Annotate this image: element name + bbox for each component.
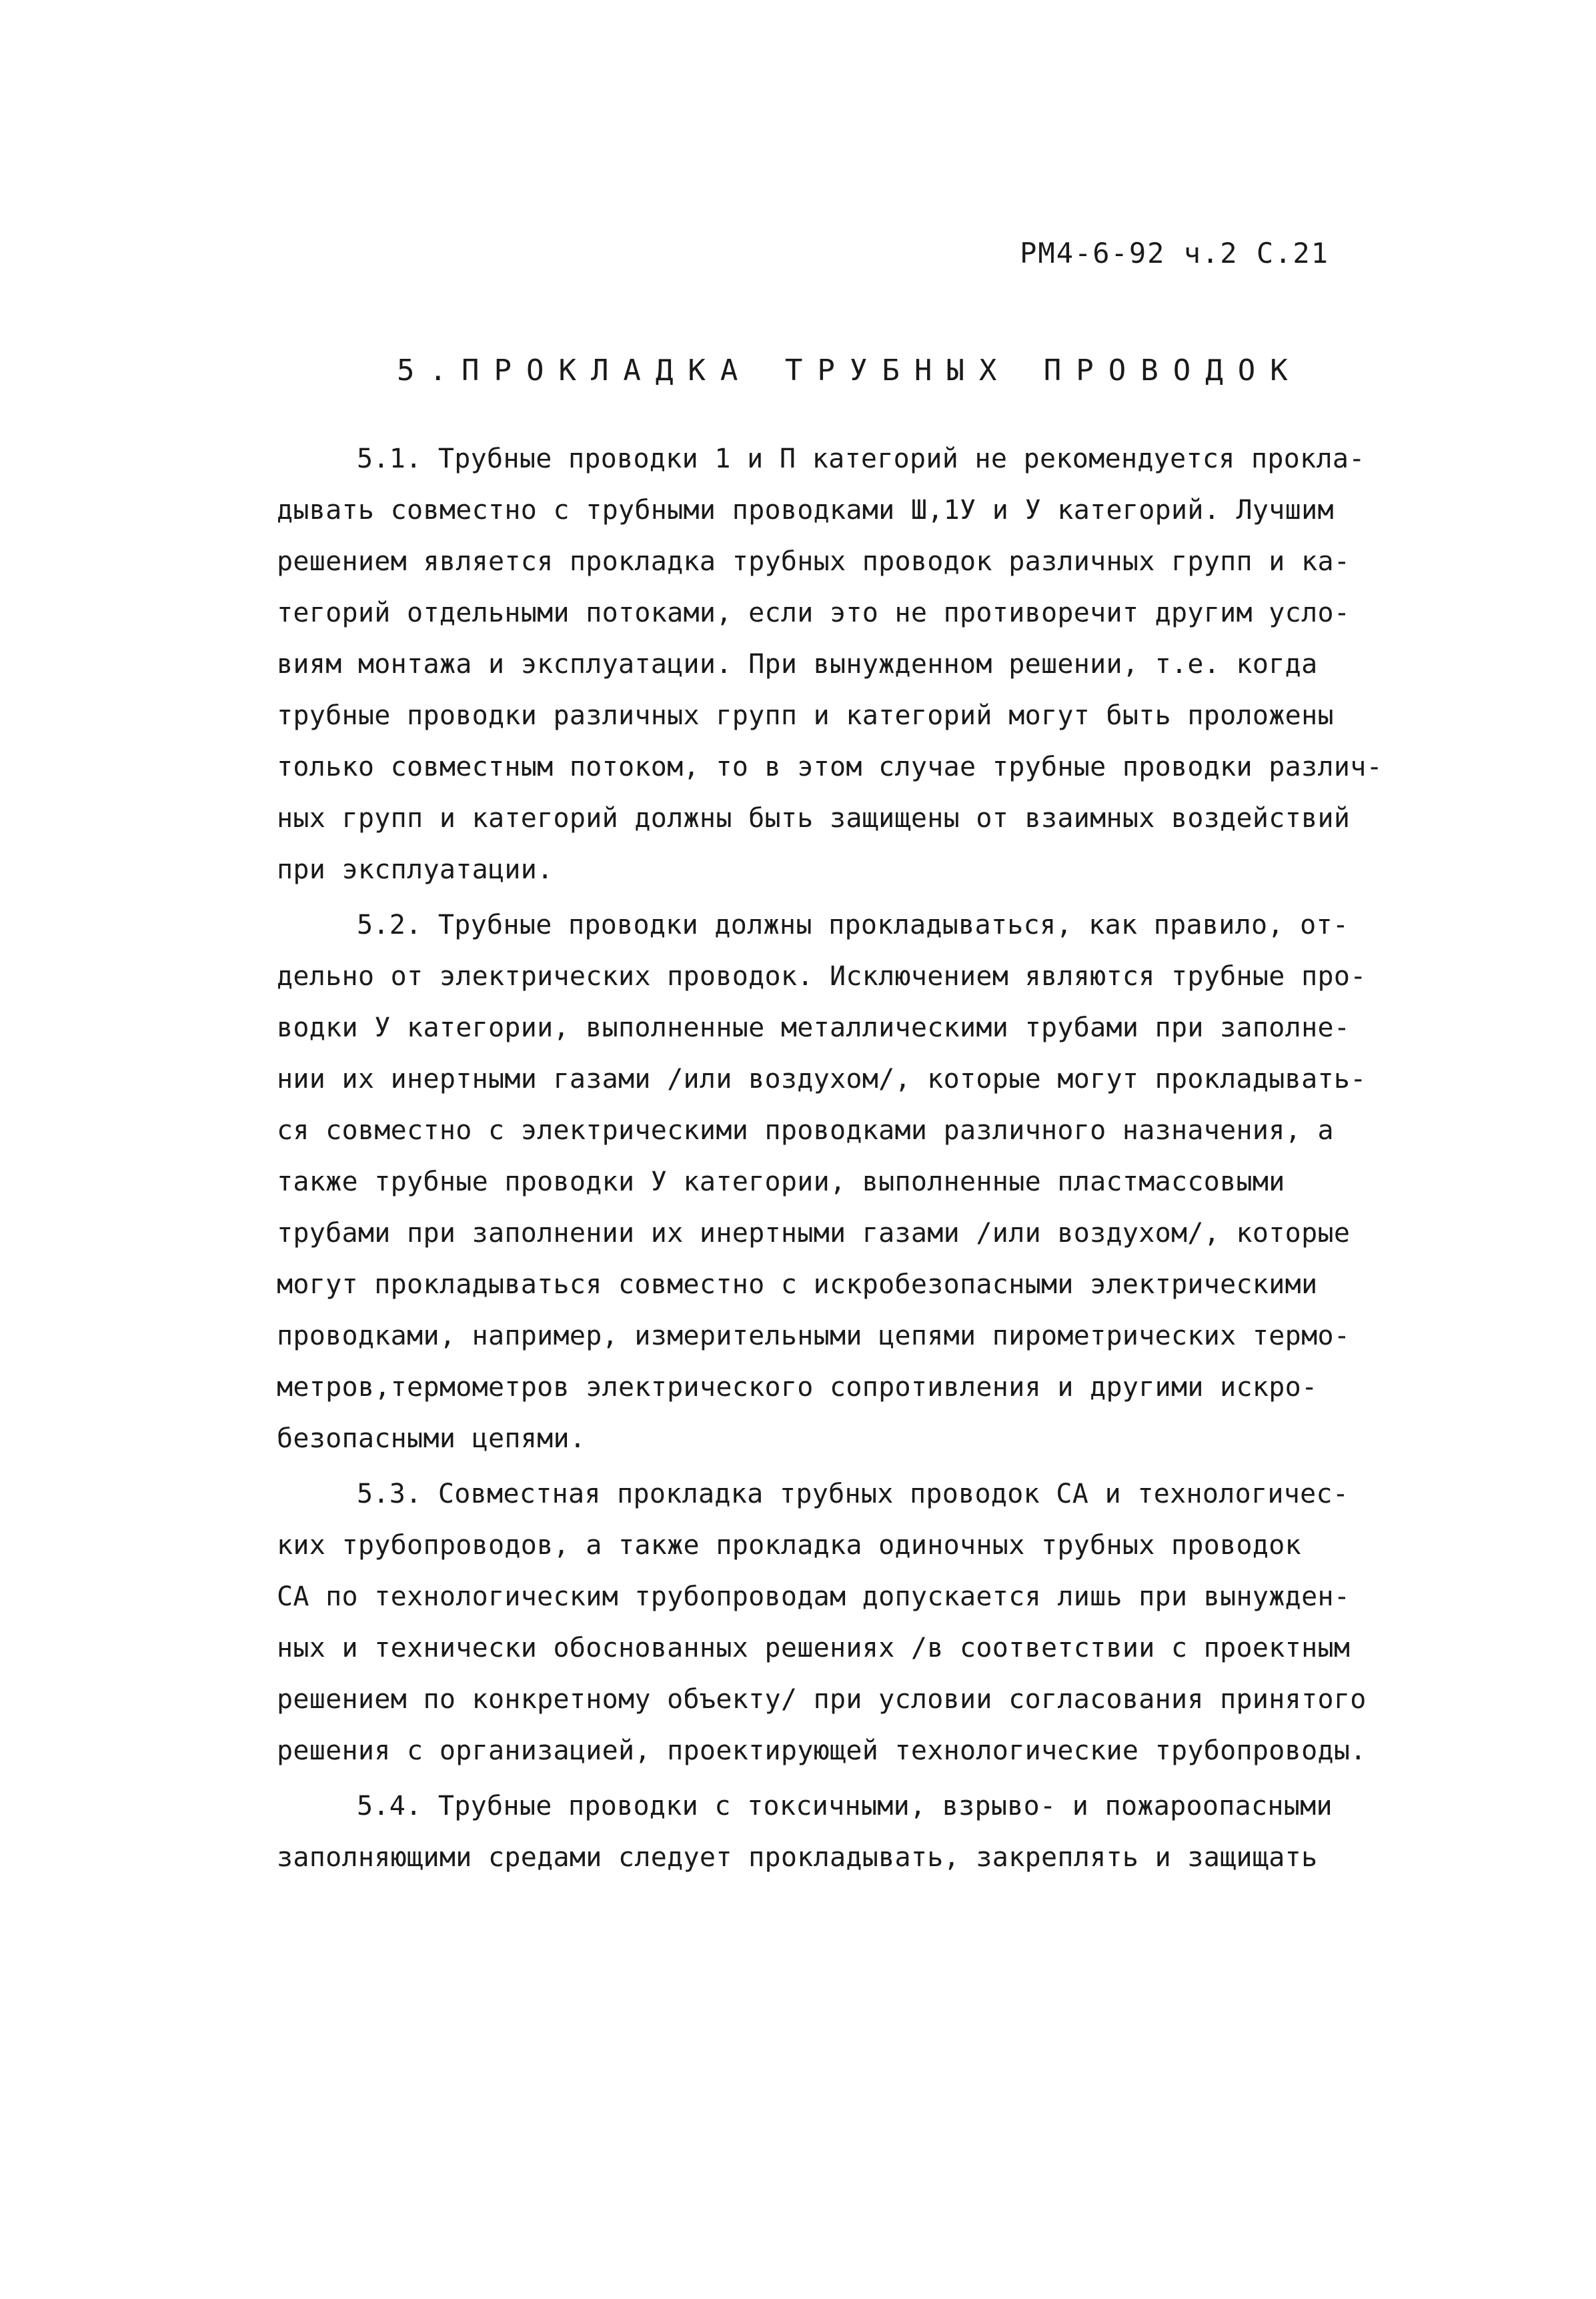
text-line: безопасными цепями. — [277, 1423, 586, 1454]
text-line: метров,термометров электрического сопротивления и другими искро- — [277, 1372, 1318, 1403]
text-line: дельно от электрических проводок. Исключением являются трубные про- — [277, 961, 1367, 992]
text-line: только совместным потоком, то в этом случае трубные проводки различ- — [277, 752, 1383, 782]
text-line: трубами при заполнении их инертными газами /или воздухом/, которые — [277, 1218, 1351, 1249]
text-line: при эксплуатации. — [277, 854, 554, 885]
text-line: заполняющими средами следует прокладывать, закреплять и защищать — [277, 1842, 1318, 1873]
text-line: 5.1. Трубные проводки 1 и П категорий не рекомендуется прокла- — [357, 444, 1365, 474]
document-reference: РМ4-6-92 ч.2 С.21 — [1020, 237, 1329, 269]
body-text — [277, 434, 1383, 1887]
text-line: ся совместно с электрическими проводками различного назначения, а — [277, 1115, 1334, 1146]
text-line: также трубные проводки У категории, выполненные пластмассовыми — [277, 1167, 1285, 1197]
text-line: решением по конкретному объекту/ при условии согласования принятого — [277, 1684, 1367, 1715]
text-line: тегорий отдельными потоками, если это не противоречит другим усло- — [277, 598, 1351, 628]
paragraph — [277, 1469, 1367, 1777]
text-line: могут прокладываться совместно с искробезопасными электрическими — [277, 1269, 1318, 1300]
text-line: 5.3. Совместная прокладка трубных проводок СА и технологичес- — [357, 1479, 1349, 1509]
paragraph — [277, 434, 1383, 896]
text-line: СА по технологическим трубопроводам допускается лишь при вынужден- — [277, 1581, 1351, 1612]
section-heading: 5.ПРОКЛАДКА ТРУБНЫХ ПРОВОДОК — [397, 353, 1303, 388]
text-line: проводками, например, измерительными цепями пирометрических термо- — [277, 1321, 1351, 1351]
text-line: решения с организацией, проектирующей технологические трубопроводы. — [277, 1735, 1367, 1766]
text-line: ких трубопроводов, а также прокладка одиночных трубных проводок — [277, 1530, 1302, 1561]
text-line: решением является прокладка трубных проводок различных групп и ка- — [277, 546, 1351, 577]
text-line: виям монтажа и эксплуатации. При вынужденном решении, т.е. когда — [277, 649, 1318, 680]
text-line: дывать совместно с трубными проводками Ш,1У и У категорий. Лучшим — [277, 495, 1334, 526]
text-line: ных групп и категорий должны быть защищены от взаимных воздействий — [277, 803, 1351, 834]
text-line: водки У категории, выполненные металлическими трубами при заполне- — [277, 1012, 1351, 1043]
paragraph — [277, 900, 1367, 1465]
text-line: трубные проводки различных групп и категорий могут быть проложены — [277, 700, 1334, 731]
text-line: нии их инертными газами /или воздухом/, которые могут прокладывать- — [277, 1064, 1367, 1094]
text-line: 5.2. Трубные проводки должны прокладываться, как правило, от- — [357, 910, 1349, 940]
text-line: 5.4. Трубные проводки с токсичными, взрыво- и пожароопасными — [357, 1791, 1333, 1821]
text-line: ных и технически обоснованных решениях /в соответствии с проектным — [277, 1633, 1351, 1663]
paragraph — [277, 1781, 1344, 1883]
